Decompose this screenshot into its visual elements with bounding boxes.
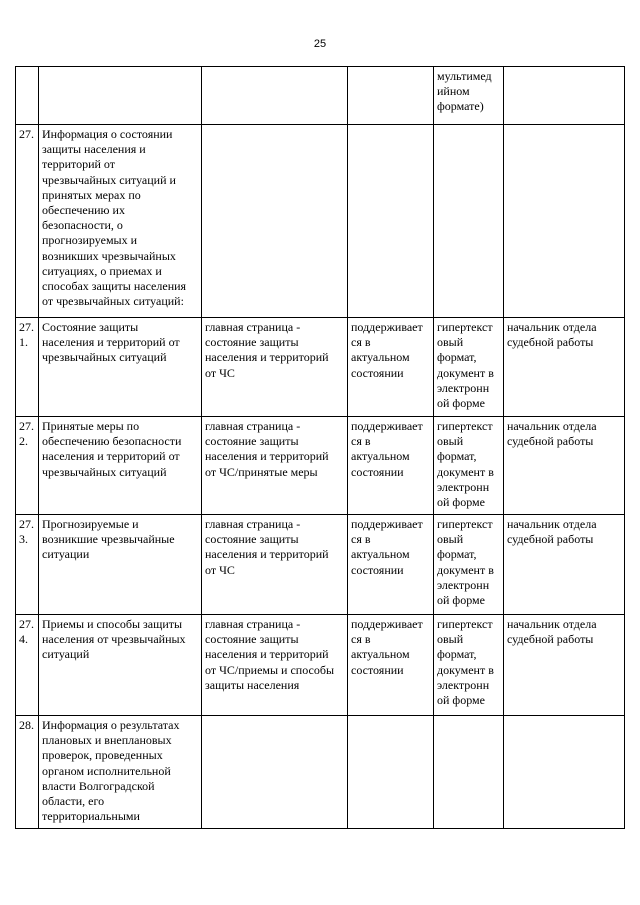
responsible-cell xyxy=(504,67,625,125)
info-name-cell: Принятые меры по обеспечению безопасности населения и территорий от чрезвычайных ситуаций xyxy=(39,417,202,515)
row-number-cell: 28. xyxy=(16,716,39,829)
table-row xyxy=(16,716,625,829)
location-cell: главная страница - состояние защиты населения и территорий от ЧС xyxy=(202,515,348,615)
info-name-cell: Информация о результатах плановых и внеплановых проверок, проведенных органом исполнительной власти Волгоградской области, его территориальными xyxy=(39,716,202,829)
format-cell: гипертекст овый формат, документ в электронн ой форме xyxy=(434,417,504,515)
format-cell: мультимед ийном формате) xyxy=(434,67,504,125)
responsible-cell xyxy=(504,716,625,829)
update-frequency-cell: поддерживает ся в актуальном состоянии xyxy=(348,417,434,515)
location-cell: главная страница - состояние защиты населения и территорий от ЧС/приемы и способы защиты населения xyxy=(202,615,348,716)
format-cell xyxy=(434,716,504,829)
row-number-cell: 27. xyxy=(16,125,39,318)
table-row xyxy=(16,125,625,318)
row-number-cell: 27. 3. xyxy=(16,515,39,615)
info-name-cell: Состояние защиты населения и территорий от чрезвычайных ситуаций xyxy=(39,318,202,417)
table-row xyxy=(16,417,625,515)
update-frequency-cell: поддерживает ся в актуальном состоянии xyxy=(348,515,434,615)
responsible-cell: начальник отдела судебной работы xyxy=(504,417,625,515)
responsible-cell xyxy=(504,125,625,318)
responsible-cell: начальник отдела судебной работы xyxy=(504,318,625,417)
format-cell: гипертекст овый формат, документ в электронн ой форме xyxy=(434,615,504,716)
format-cell xyxy=(434,125,504,318)
update-frequency-cell: поддерживает ся в актуальном состоянии xyxy=(348,318,434,417)
info-name-cell: Приемы и способы защиты населения от чрезвычайных ситуаций xyxy=(39,615,202,716)
table-row xyxy=(16,615,625,716)
location-cell xyxy=(202,716,348,829)
page-number: 25 xyxy=(313,38,327,50)
update-frequency-cell xyxy=(348,67,434,125)
table-row xyxy=(16,67,625,125)
row-number-cell: 27. 2. xyxy=(16,417,39,515)
update-frequency-cell xyxy=(348,716,434,829)
location-cell: главная страница - состояние защиты населения и территорий от ЧС/принятые меры xyxy=(202,417,348,515)
info-name-cell: Прогнозируемые и возникшие чрезвычайные ситуации xyxy=(39,515,202,615)
location-cell xyxy=(202,125,348,318)
info-name-cell: Информация о состоянии защиты населения и территорий от чрезвычайных ситуаций и принятых мерах по обеспечению их безопасности, о прогнозируемых и возникших чрезвычайных ситуациях, о приемах и способах защиты населения от чрезвычайных ситуаций: xyxy=(39,125,202,318)
responsible-cell: начальник отдела судебной работы xyxy=(504,515,625,615)
row-number-cell xyxy=(16,67,39,125)
format-cell: гипертекст овый формат, документ в электронн ой форме xyxy=(434,515,504,615)
format-cell: гипертекст овый формат, документ в электронн ой форме xyxy=(434,318,504,417)
row-number-cell: 27. 4. xyxy=(16,615,39,716)
information-table xyxy=(15,66,625,829)
responsible-cell: начальник отдела судебной работы xyxy=(504,615,625,716)
row-number-cell: 27. 1. xyxy=(16,318,39,417)
update-frequency-cell xyxy=(348,125,434,318)
table-row xyxy=(16,318,625,417)
table-row xyxy=(16,515,625,615)
location-cell xyxy=(202,67,348,125)
location-cell: главная страница - состояние защиты населения и территорий от ЧС xyxy=(202,318,348,417)
info-name-cell xyxy=(39,67,202,125)
update-frequency-cell: поддерживает ся в актуальном состоянии xyxy=(348,615,434,716)
